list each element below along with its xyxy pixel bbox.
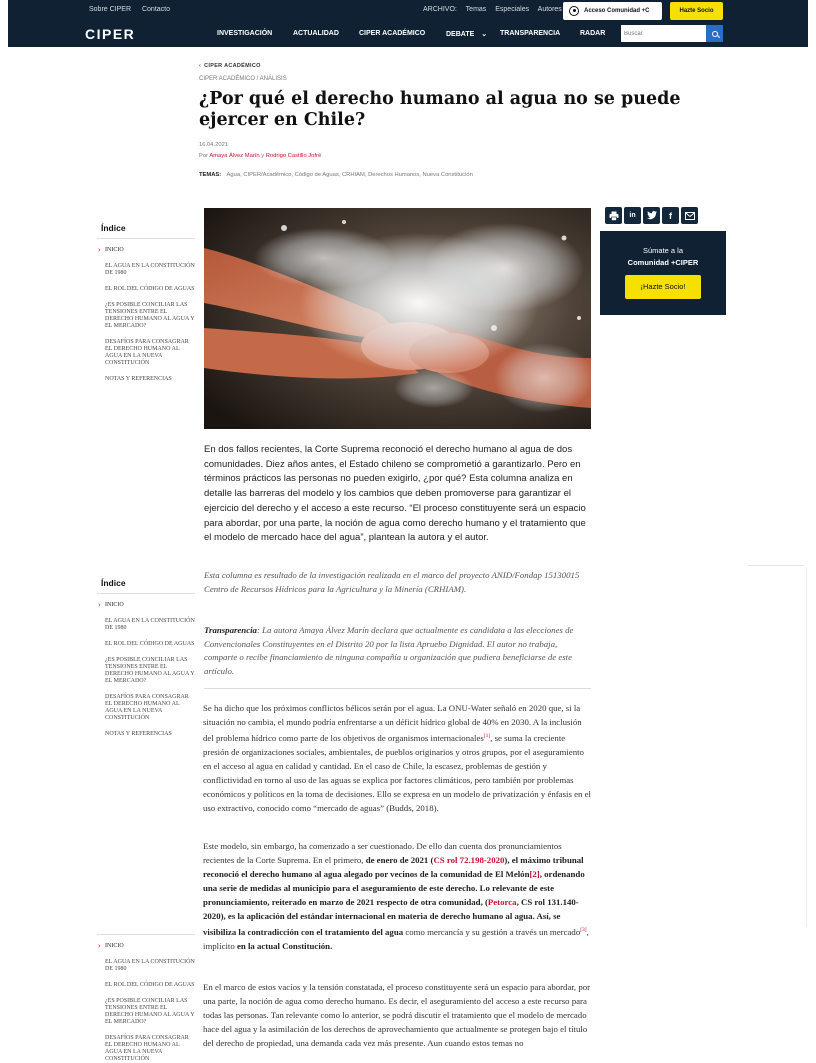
site-header	[8, 0, 808, 47]
share-bar	[605, 207, 698, 224]
toc-item[interactable]: › INICIO	[105, 602, 195, 609]
print-button[interactable]	[605, 207, 622, 224]
table-of-contents-sticky	[97, 578, 195, 747]
author-link-2[interactable]: Rodrigo Castillo Jofré	[265, 153, 322, 159]
p2-bold-h: en la actual Constitución.	[236, 940, 333, 951]
kicker[interactable]	[199, 63, 261, 69]
kicker-label: CIPER ACADÉMICO	[204, 63, 261, 69]
p2-bold-e: , CS rol 131.140-2020), es la aplicación del estándar internacional en materia de derecho humano al agua. Así, se visibiliza la contradicción con el tratamiento del agua	[203, 897, 579, 937]
article-lead: En dos fallos recientes, la Corte Suprema reconoció el derecho humano al agua de dos comunidades. Diez años antes, el Estado chileno se comprometió a garantizarlo. Pero en términos prácticos las personas no pueden exigirlo, ¿por qué? Esta columna analiza en detalle las barreras del modelo y los cambios que deben promoverse para garantizar el ejercicio del derecho y el acceso a este recurso. “El proceso constituyente será un espacio para abordar, por una parte, la noción de agua como derecho humano y el tratamiento que el modelo de mercado hace del agua”, plantean la autora y el autor.	[204, 444, 586, 544]
nav-debate-label: DEBATE	[446, 31, 475, 38]
transparency-note	[204, 624, 591, 678]
chevron-down-icon: ⌄	[481, 31, 488, 38]
toc-item[interactable]: NOTAS Y REFERENCIAS	[105, 731, 172, 737]
transparency-label: Transparencia	[204, 625, 257, 635]
toc-item[interactable]: EL ROL DEL CÓDIGO DE AGUAS	[105, 982, 195, 988]
temas: TEMAS: Agua, CIPER/Académico, Código de Aguas, CRHIAM, Derechos Humanos, Nueva Constitución	[199, 172, 473, 178]
twitter-share-button[interactable]	[643, 207, 660, 224]
divider	[204, 688, 591, 689]
p2-text-f: como mercancía y su gestión a través un mercado	[403, 926, 581, 937]
facebook-share-button[interactable]	[662, 207, 679, 224]
acceso-label: Acceso Comunidad +C	[584, 8, 650, 14]
archive-label: ARCHIVO:	[423, 6, 457, 13]
twitter-icon	[647, 211, 657, 220]
promo-hazte-socio-button[interactable]: ¡Hazte Socio!	[625, 275, 701, 299]
toc-title: Índice	[97, 578, 195, 594]
court-ruling-link-2[interactable]: Petorca	[487, 897, 517, 907]
hazte-socio-button[interactable]: Hazte Socio	[670, 2, 723, 20]
link-contacto[interactable]: Contacto	[141, 6, 171, 13]
search-icon	[712, 31, 718, 37]
funding-note: Esta columna es resultado de la investigación realizada en el marco del proyecto ANID/Fondap 15130015 Centro de Recursos Hídricos para la Agricultura y la Minería (CRHIAM).	[204, 570, 580, 594]
byline-and: y	[261, 153, 265, 159]
body-paragraph-3: En el marco de estos vacíos y la tensión constatada, el proceso constituyente será un espacio para abordar, por una parte, la noción de agua como derecho humano. Es decir, el aseguramiento del acceso a este recurso para todas las personas. Tan relevante como lo anterior, se podrá discutir el tratamiento que el modelo de mercado hace del agua y la asimilación de los derechos de aprovechamiento que actualmente se protegen bajo el título del derecho de propiedad, una demanda cada vez más presente. Aun cuando estos temas no	[203, 982, 591, 1048]
tag-link[interactable]: CRHIAM	[341, 172, 365, 178]
toc-item[interactable]: DESAFÍOS PARA CONSAGRAR EL DERECHO HUMANO AL AGUA EN LA NUEVA CONSTITUCIÓN	[105, 1035, 189, 1062]
toc-item[interactable]: ¿ES POSIBLE CONCILIAR LAS TENSIONES ENTRE EL DERECHO HUMANO AL AGUA Y EL MERCADO?	[105, 302, 195, 329]
linkedin-icon: in	[629, 212, 636, 219]
footnote-ref-1[interactable]: [1]	[483, 733, 491, 739]
top-links	[89, 6, 179, 13]
nav-transparencia[interactable]: TRANSPARENCIA	[500, 30, 561, 37]
toc-item[interactable]: › INICIO	[105, 247, 195, 254]
toc-item[interactable]: DESAFÍOS PARA CONSAGRAR EL DERECHO HUMANO AL AGUA EN LA NUEVA CONSTITUCIÓN	[105, 339, 189, 366]
article-date: 16.04.2021	[199, 142, 229, 148]
p2-text-a: Este modelo, sin embargo, ha comenzado a ser cuestionado. De ello dan cuenta dos pronunciamientos recientes de la Corte Suprema. En el primero,	[203, 841, 562, 865]
mail-icon	[685, 212, 695, 220]
p2-text-g: , implícito	[203, 926, 589, 951]
search-input[interactable]	[621, 25, 706, 42]
acceso-comunidad-button[interactable]	[563, 2, 662, 20]
toc-item[interactable]: EL ROL DEL CÓDIGO DE AGUAS	[105, 641, 195, 647]
link-temas[interactable]: Temas	[465, 6, 487, 13]
court-ruling-link-1[interactable]: CS rol 72.198-2020	[433, 855, 505, 865]
article-title: ¿Por qué el derecho humano al agua no se puede ejercer en Chile?	[199, 89, 681, 130]
table-of-contents	[97, 223, 195, 392]
tag-link[interactable]: Código de Aguas	[294, 172, 339, 178]
facebook-icon: f	[669, 210, 672, 221]
email-share-button[interactable]	[681, 207, 698, 224]
toc-item[interactable]: EL AGUA EN LA CONSTITUCIÓN DE 1980	[105, 263, 195, 276]
print-icon	[609, 211, 619, 221]
user-icon	[569, 6, 579, 16]
toc-list	[97, 602, 195, 738]
section-label: CIPER ACADÉMICO / ANÁLISIS	[199, 76, 287, 82]
toc-item[interactable]: EL AGUA EN LA CONSTITUCIÓN DE 1980	[105, 959, 195, 972]
search-button[interactable]	[706, 25, 723, 42]
temas-label: TEMAS:	[199, 172, 222, 178]
nav-actualidad[interactable]: ACTUALIDAD	[293, 30, 339, 37]
p2-bold-c: ), el máximo tribunal reconoció el derecho humano al agua alegado por vecinos de la comunidad de El Melón	[203, 855, 584, 879]
hero-image-hands-water	[204, 208, 591, 429]
footnote-ref-2[interactable]: [2]	[529, 869, 540, 879]
body-paragraph-2	[203, 839, 593, 953]
byline-prefix: Por	[199, 153, 209, 159]
paragraph-3-clip	[0, 978, 816, 1056]
ciper-logo[interactable]: CIPER	[85, 26, 136, 42]
tag-link[interactable]: Nueva Constitución	[422, 172, 473, 178]
toc-item[interactable]: › INICIO	[105, 943, 195, 950]
promo-line-2: Comunidad +CIPER	[627, 258, 699, 267]
transparency-text: : La autora Amaya Álvez Marín declara que actualmente es candidata a las elecciones de Convencionales Constituyentes en el Distrito 20 por la lista Apruebo Dignidad. El autor no trabaja, comparte o recibe financiamiento de ninguna compañía u organización que pudiera beneficiarse de este artículo.	[204, 625, 574, 676]
p1-text-b: , se suma la creciente presión de organizaciones sociales, ambientales, de pueblos originarios y otros grupos, por el aseguramiento en el acceso al agua en calidad y cantidad. En el caso de Chile, la escasez, problemas de gestión y conflictividad en torno al uso de las aguas se explica por factores climáticos, pero también por problemas económicos y políticos en la toma de decisiones. Ello se expresa en un modelo de privatización y énfasis en el uso extractivo, conocido como “mercado de aguas” (Budds, 2018).	[203, 732, 591, 813]
scroll-edge	[806, 567, 807, 927]
divider	[748, 565, 804, 566]
tag-link[interactable]: CIPER/Académico	[243, 172, 292, 178]
promo-line-1: Súmate a la	[642, 246, 684, 255]
author-link-1[interactable]: Amaya Álvez Marín	[209, 153, 260, 159]
p1-text-a: Se ha dicho que los próximos conflictos bélicos serán por el agua. La ONU-Water señaló en 2020 que, si la situación no cambia, el mundo podría enfrentarse a un déficit hídrico global de 40% en 2030. A la inclusión del problema hídrico como parte de los objetivos de organismos internacionales	[203, 703, 582, 743]
toc-title: Índice	[97, 223, 195, 239]
footnote-ref-3[interactable]: [3]	[580, 927, 587, 933]
tag-link[interactable]: Derechos Humanos	[368, 172, 420, 178]
nav-debate[interactable]	[446, 30, 487, 38]
toc-item[interactable]: ¿ES POSIBLE CONCILIAR LAS TENSIONES ENTRE EL DERECHO HUMANO AL AGUA Y EL MERCADO?	[105, 998, 195, 1025]
membership-promo	[600, 231, 726, 315]
toc-item[interactable]: EL AGUA EN LA CONSTITUCIÓN DE 1980	[105, 618, 195, 631]
toc-item[interactable]: NOTAS Y REFERENCIAS	[105, 376, 172, 382]
tag-link[interactable]: Agua	[226, 172, 241, 178]
archive-links	[423, 6, 569, 13]
body-paragraph-1	[203, 701, 593, 815]
p2-bold-b: de enero de 2021 (	[365, 855, 434, 865]
nav-investigacion[interactable]: INVESTIGACIÓN	[217, 30, 273, 37]
byline	[199, 153, 321, 159]
toc-list	[97, 247, 195, 383]
link-sobre-ciper[interactable]: Sobre CIPER	[89, 6, 132, 13]
nav-radar[interactable]: RADAR	[580, 30, 606, 37]
link-especiales[interactable]: Especiales	[495, 6, 530, 13]
link-autores[interactable]: Autores	[537, 6, 562, 13]
p2-bold-d: , ordenando una serie de medidas al municipio para el aseguramiento de este derecho. Lo relevante de este pronunciamiento, reiterado en marzo de 2021 respecto de otra comunidad, (	[203, 869, 585, 907]
nav-ciper-academico[interactable]: CIPER ACADÉMICO	[359, 30, 426, 37]
linkedin-share-button[interactable]	[624, 207, 641, 224]
toc-item[interactable]: ¿ES POSIBLE CONCILIAR LAS TENSIONES ENTRE EL DERECHO HUMANO AL AGUA Y EL MERCADO?	[105, 657, 195, 684]
toc-item[interactable]: EL ROL DEL CÓDIGO DE AGUAS	[105, 286, 195, 292]
toc-item[interactable]: DESAFÍOS PARA CONSAGRAR EL DERECHO HUMANO AL AGUA EN LA NUEVA CONSTITUCIÓN	[105, 694, 189, 721]
chevron-left-icon: ‹	[199, 63, 202, 69]
